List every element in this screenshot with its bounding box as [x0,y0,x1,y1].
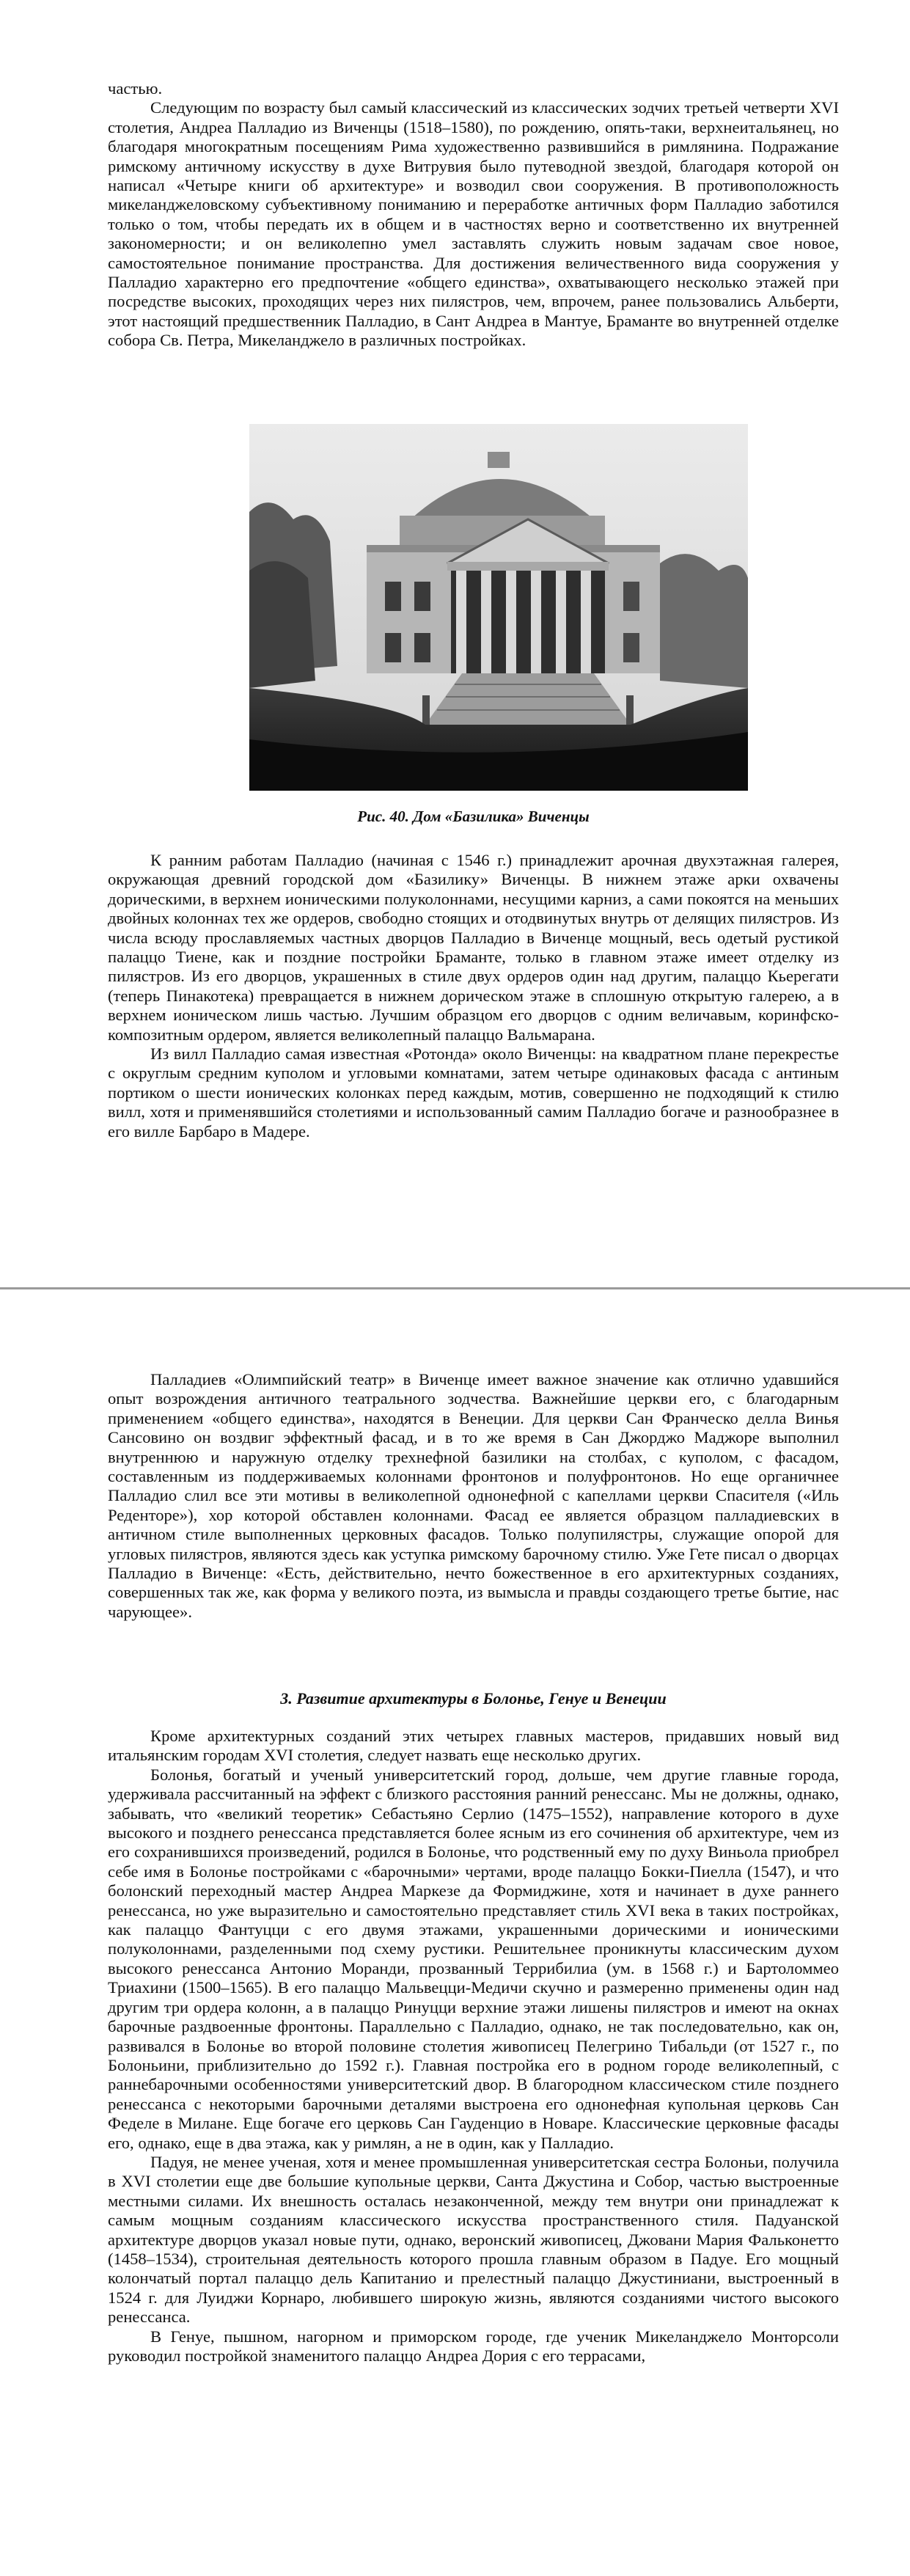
text-block-bottom [108,851,839,1141]
text-block-top [108,79,839,351]
text-block-bottom [108,1727,839,2365]
paragraph: Болонья, богатый и ученый университетский город, дольше, чем другие главные города, удерживала рассчитанный на эффект с близкого расстояния ранний ренессанс. Мы не должны, однако, забывать, что «великий теоретик» Себастьяно Серлио (1475–1552), направление которого в духе высокого и позднего ренессанса представляется более ясным из его сочинения об архитектуре, чем из его сохранившихся произведений, родился в Болонье, что родственный ему по духу Виньола приобрел себе имя в Болонье постройками с «барочными» чертами, вроде палаццо Бокки-Пиелла (1547), и что болонский переходный мастер Андреа Маркезе да Формиджине, хотя и начинает в духе раннего ренессанса, но уже выразительно и самостоятельно представляет стиль XVI века в таких постройках, как палаццо Фантуцци с его двумя этажами, украшенными дорическими и ионическими полуколоннами, разделенными под схему рустики. Решительнее проникнуты классическим духом высокого ренессанса Антонио Моранди, прозванный Террибилиа (ум. в 1568 г.) и Бартоломмео Триахини (1500–1565). В его палаццо Мальвецци-Медичи скучно и размеренно применены один над другим три ордера колонн, а в палаццо Ринуцци верхние этажи лишены пилястров и имеют на окнах барочные раздвоенные фронтоны. Параллельно с Палладио, однако, не так последовательно, как он, развивался в Болонье во второй половине столетия живописец Пелегрино Тибальди (от 1527 г., по Болоньини, приблизительно до 1592 г.). Главная постройка его в родном городе великолепный, с раннебарочными особенностями университетский двор. В благородном классическом стиле позднего ренессанса с некоторыми барочными деталями выстроена его однонефная купольная церковь Сан Феделе в Милане. Еще богаче его церковь Сан Гауденцио в Новаре. Классические церковные фасады его, однако, еще в два этажа, как у римлян, а не в один, как у Палладио. [108,1765,839,2152]
document-page-2 [0,1289,910,2576]
villa-rotonda-photograph-icon [249,424,748,791]
text-block-top [108,1370,839,1622]
paragraph: В Генуе, пышном, нагорном и приморском городе, где ученик Микеланджело Монторсоли руководил постройкой знаменитого палаццо Андреа Дория с его террасами, [108,2327,839,2365]
paragraph: Палладиев «Олимпийский театр» в Виченце имеет важное значение как отлично удавшийся опыт возрождения античного театрального зодчества. Важнейшие церкви его, с благодарным применением «общего единства», находятся в Венеции. Для церкви Сан Франческо делла Винья Сансовино он воздвиг эффектный фасад, и в то же время в Сан Джорджо Маджоре выполнил внутреннюю и наружную отделку трехнефной базилики на столбах, с куполом, с фасадом, составленным из поддерживаемых колоннами фронтонов и полуфронтонов. Но еще органичнее Палладио слил все эти мотивы в великолепной однонефной с капеллами церкви Спасителя («Иль Реденторе»), хор которой обставлен колоннами. Фасад ее является образцом палладиевских в античном стиле выполненных церковных фасадов. Только полупилястры, служащие опорой для угловых пилястров, являются здесь как уступка римскому барочному стилю. Уже Гете писал о дворцах Палладио в Виченце: «Есть, действительно, нечто божественное в его архитектурных созданиях, совершенных так же, как форма у великого поэта, из вымысла и правды создающего третье бытие, нас чарующее». [108,1370,839,1621]
section-heading: 3. Развитие архитектуры в Болонье, Генуе и Венеции [280,1689,667,1708]
document-page-1 [0,0,910,1287]
paragraph: Из вилл Палладио самая известная «Ротонда» около Виченцы: на квадратном плане перекрестье с округлым средним куполом и угловыми комнатами, затем четыре одинаковых фасада с антиным портиком о шести ионических колонках перед каждым, мотив, совершенно не подходящий к стилю вилл, хотя и применявшийся столетиями и использованный самим Палладио богаче и разнообразнее в его вилле Барбаро в Мадере. [108,1044,839,1141]
figure-photo [249,424,748,791]
figure-caption: Рис. 40. Дом «Базилика» Виченцы [357,808,590,825]
paragraph: Следующим по возрасту был самый классический из классических зодчих третьей четверти XVI столетия, Андреа Палладио из Виченцы (1518–1580), по рождению, опять-таки, верхнеитальянец, но благодаря многократным посещениям Рима художественно развившийся в римлянина. Подражание римскому античному искусству в духе Витрувия было путеводной звездой, благодаря которой он написал «Четыре книги об архитектуре» и возводил свои сооружения. В противоположность микеланджеловскому субъективному пониманию и переработке античных форм Палладио заботился только о том, чтобы передать их в общем и в частностях верно и соответственно их внутренней закономерности; и он великолепно умел заставлять служить новым задачам свое новое, самостоятельное понимание пространства. Для достижения величественного вида сооружения у Палладио характерно его предпочтение «общего единства», охватывающего несколько этажей при посредстве высоких, проходящих через них пилястров, чем, впрочем, ранее пользовались Альберти, этот настоящий предшественник Палладио, в Сант Андреа в Мантуе, Браманте во внутренней отделке собора Св. Петра, Микеланджело в различных постройках. [108,98,839,350]
paragraph: частью. [108,79,163,98]
paragraph: К ранним работам Палладио (начиная с 1546 г.) принадлежит арочная двухэтажная галерея, окружающая древний городской дом «Базилику» Виченцы. В нижнем этаже арки охвачены дорическими, в верхнем ионическими полуколоннами, несущими карниз, а сами покоятся на меньших двойных колоннах тех же ордеров, свободно стоящих и отодвинутых внутрь от делящих пилястров. Из числа всюду прославляемых частных дворцов Палладио в Виченце мощный, весь одетый рустикой палаццо Тиене, как и поздние постройки Браманте, только в главном этаже имеет отделку из пилястров. Из его дворцов, украшенных в стиле двух ордеров один над другим, палаццо Кьерегати (теперь Пинакотека) превращается в нижнем дорическом этаже в сплошную открытую галерею, а в верхнем ионическом лишь частью. Лучшим образцом его дворцов с одним величавым, коринфско-композитным ордером, является великолепный палаццо Вальмарана. [108,851,839,1044]
paragraph: Кроме архитектурных созданий этих четырех главных мастеров, придавших новый вид итальянским городам XVI столетия, следует назвать еще несколько других. [108,1727,839,1765]
paragraph: Падуя, не менее ученая, хотя и менее промышленная университетская сестра Болоньи, получила в XVI столетии еще две большие купольные церкви, Санта Джустина и Собор, частью выстроенные местными силами. Их внешность осталась незаконченной, между тем внутри они принадлежат к самым мощным созданиям классического искусства пространственного стиля. Падуанской архитектуре дворцов указал новые пути, однако, веронский живописец, Джовани Мария Фальконетто (1458–1534), строительная деятельность которого прошла главным образом в Падуе. Его мощный колончатый портал палаццо дель Капитанио и прелестный палаццо Джустиниани, выстроенный в 1524 г. для Луиджи Корнаро, любившего широкую жизнь, являются созданиями чистого высокого ренессанса. [108,2152,839,2327]
